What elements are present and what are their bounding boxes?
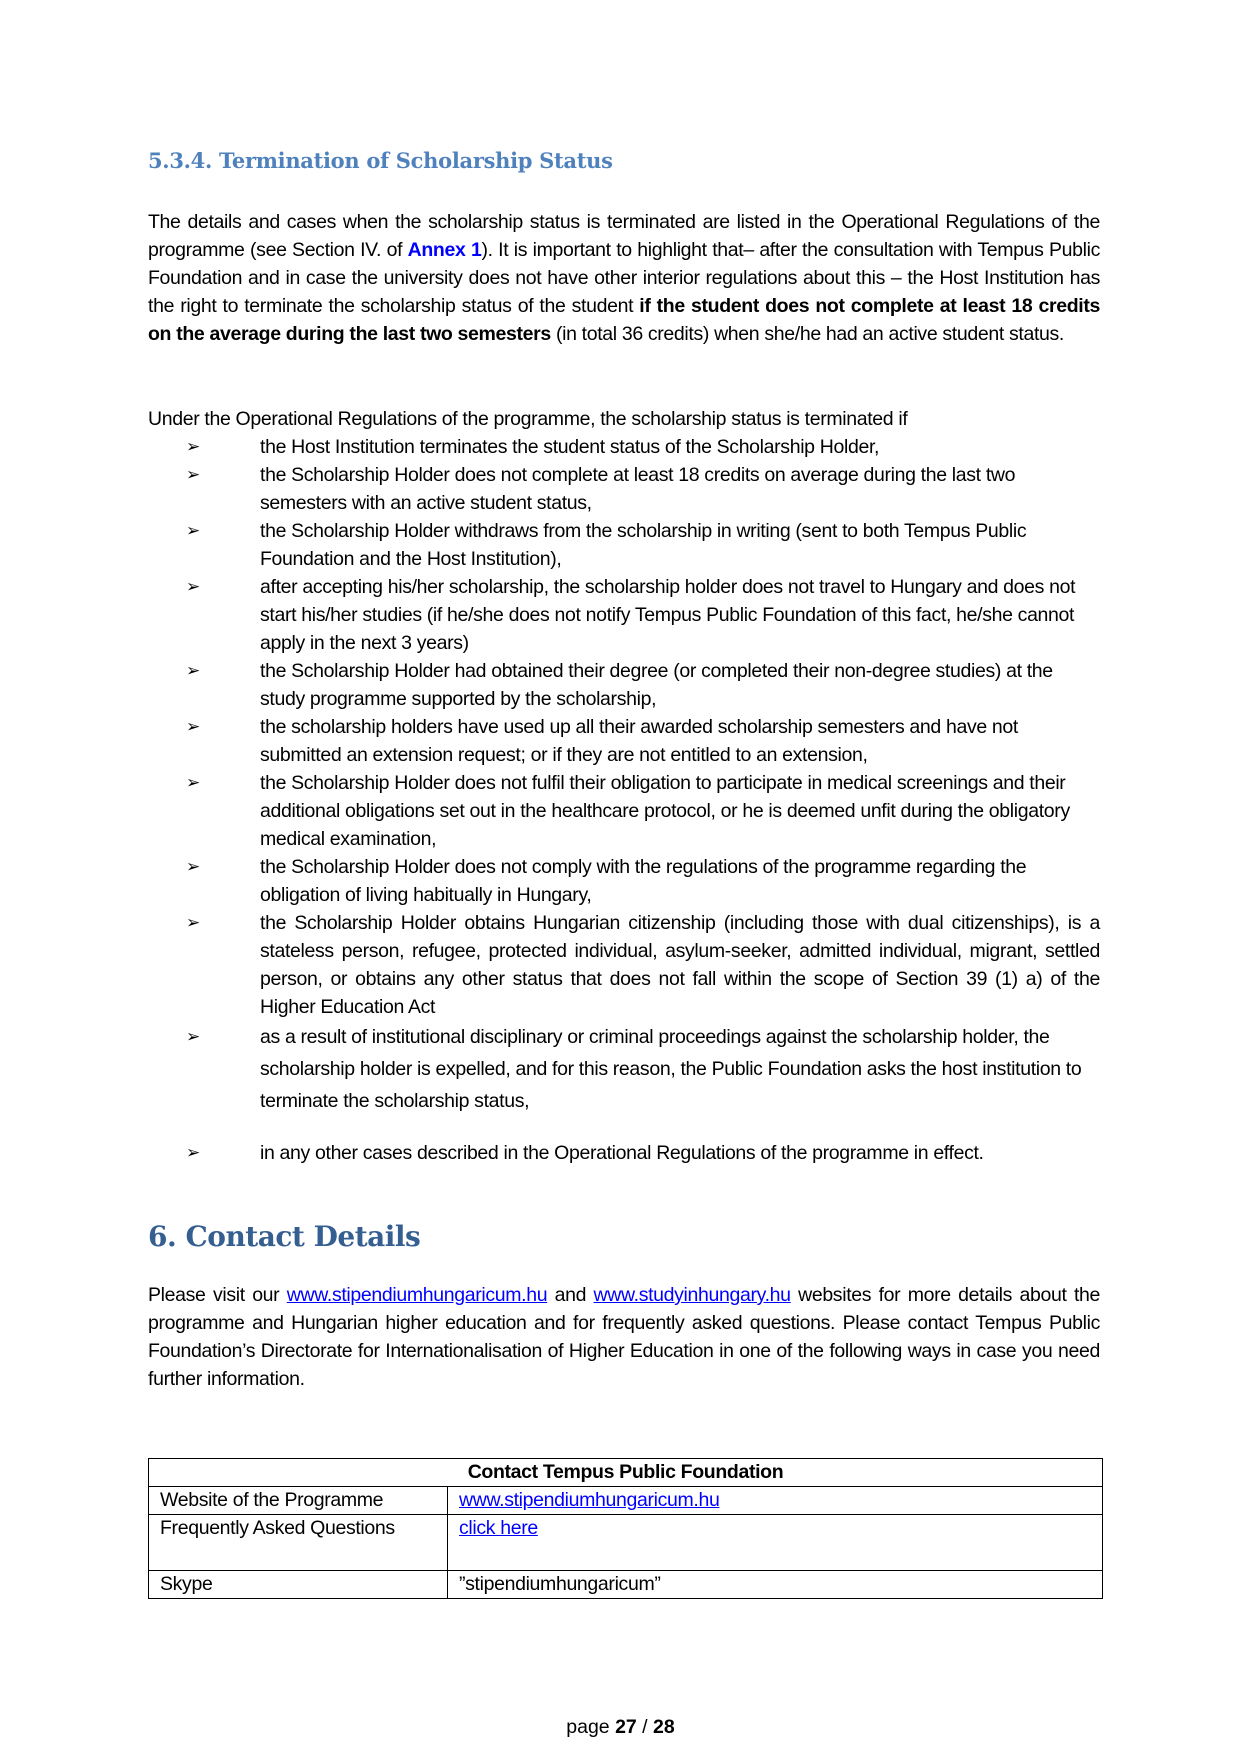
row-label: Frequently Asked Questions — [149, 1515, 448, 1571]
arrow-bullet-icon: ➢ — [186, 773, 200, 792]
faq-click-here-link[interactable]: click here — [459, 1517, 538, 1539]
row-value — [448, 1515, 1103, 1571]
text-segment: Please visit our — [148, 1284, 287, 1306]
list-item-text: as a result of institutional disciplinary or criminal proceedings against the scholarship holder, the scholarship holder is expelled, and for this reason, the Public Foundation asks the host institution to terminate the scholarship status, — [260, 1026, 1082, 1112]
list-item — [148, 517, 1100, 573]
termination-conditions-list — [148, 433, 1100, 1167]
section-heading-termination: 5.3.4. Termination of Scholarship Status — [148, 148, 613, 173]
bold-condition-text: if the student does not complete at least 18 credits on the average during the last two semesters — [148, 295, 1100, 345]
arrow-bullet-icon: ➢ — [186, 661, 200, 680]
contact-table — [148, 1458, 1103, 1599]
arrow-bullet-icon: ➢ — [186, 857, 200, 876]
row-value: ”stipendiumhungaricum” — [448, 1571, 1103, 1599]
text-segment: (in total 36 credits) when she/he had an active student status. — [550, 323, 1064, 345]
current-page: 27 — [615, 1716, 637, 1738]
arrow-bullet-icon: ➢ — [186, 521, 200, 540]
studyinhungary-link[interactable]: www.studyinhungary.hu — [593, 1284, 791, 1306]
page-separator: / — [636, 1716, 654, 1738]
text-segment: and — [547, 1284, 594, 1306]
section-heading-contact-details: 6. Contact Details — [148, 1220, 421, 1253]
list-item — [148, 1021, 1100, 1117]
text-segment: websites for more details about the programme and Hungarian higher education and for frequently asked questions. Please contact Tempus Public Foundation’s Directorate for Internationalisation of Higher Education in one of the following ways in case you need further information. — [148, 1284, 1100, 1390]
list-item-text: the Scholarship Holder does not comply with the regulations of the programme regarding the obligation of living habitually in Hungary, — [260, 856, 1027, 906]
list-item-text: in any other cases described in the Operational Regulations of the programme in effect. — [260, 1142, 984, 1164]
arrow-bullet-icon: ➢ — [186, 577, 200, 596]
arrow-bullet-icon: ➢ — [186, 717, 200, 736]
arrow-bullet-icon: ➢ — [186, 1143, 200, 1162]
table-row — [149, 1487, 1103, 1515]
arrow-bullet-icon: ➢ — [186, 465, 200, 484]
list-item-text: the scholarship holders have used up all their awarded scholarship semesters and have not submitted an extension request; or if they are not entitled to an extension, — [260, 716, 1018, 766]
table-row — [149, 1515, 1103, 1571]
list-item-text: the Scholarship Holder does not fulfil their obligation to participate in medical screenings and their additional obligations set out in the healthcare protocol, or he is deemed unfit during the obligatory medical examination, — [260, 772, 1070, 850]
list-item — [148, 657, 1100, 713]
arrow-bullet-icon: ➢ — [186, 437, 200, 456]
list-item — [148, 909, 1100, 1021]
table-header: Contact Tempus Public Foundation — [149, 1459, 1103, 1487]
list-item — [148, 573, 1100, 657]
text-segment: The details and cases when the scholarship status is terminated are listed in the Operational Regulations of the programme (see Section IV. of — [148, 211, 1100, 261]
page-number-footer — [0, 1716, 1241, 1739]
arrow-bullet-icon: ➢ — [186, 913, 200, 932]
contact-intro-paragraph — [148, 1281, 1100, 1393]
list-item — [148, 461, 1100, 517]
list-item-text: the Scholarship Holder does not complete at least 18 credits on average during the last two semesters with an active student status, — [260, 464, 1016, 514]
row-label: Skype — [149, 1571, 448, 1599]
row-label: Website of the Programme — [149, 1487, 448, 1515]
page-prefix: page — [566, 1716, 616, 1738]
list-item-text: the Scholarship Holder obtains Hungarian citizenship (including those with dual citizenships), is a stateless person, refugee, protected individual, asylum-seeker, admitted individual, migrant, settled person, or obtains any other status that does not fall within the scope of Section 39 (1) a) of the Higher Education Act — [260, 912, 1100, 1018]
list-item — [148, 769, 1100, 853]
list-item — [148, 433, 1100, 461]
arrow-bullet-icon: ➢ — [186, 1027, 200, 1046]
text-segment: ). It is important to highlight that– after the consultation with Tempus Public Foundation and in case the university does not have other interior regulations about this – the Host Institution has the right to terminate the scholarship status of the student — [148, 239, 1100, 317]
table-row — [149, 1571, 1103, 1599]
termination-intro-paragraph — [148, 208, 1100, 348]
list-item-text: the Host Institution terminates the student status of the Scholarship Holder, — [260, 436, 880, 458]
table-header-row — [149, 1459, 1103, 1487]
row-value — [448, 1487, 1103, 1515]
list-item-text: the Scholarship Holder had obtained their degree (or completed their non-degree studies) at the study programme supported by the scholarship, — [260, 660, 1053, 710]
programme-website-link[interactable]: www.stipendiumhungaricum.hu — [459, 1489, 720, 1511]
list-item-text: the Scholarship Holder withdraws from the scholarship in writing (sent to both Tempus Public Foundation and the Host Institution), — [260, 520, 1027, 570]
list-item — [148, 853, 1100, 909]
list-item-text: after accepting his/her scholarship, the scholarship holder does not travel to Hungary and does not start his/her studies (if he/she does not notify Tempus Public Foundation of this fact, he/she cannot apply in the next 3 years) — [260, 576, 1076, 654]
stipendiumhungaricum-link[interactable]: www.stipendiumhungaricum.hu — [286, 1284, 548, 1306]
annex-1-link[interactable]: Annex 1 — [407, 239, 482, 261]
termination-list-intro: Under the Operational Regulations of the programme, the scholarship status is terminated if — [148, 408, 908, 430]
list-item — [148, 1139, 1100, 1167]
list-item — [148, 713, 1100, 769]
total-pages: 28 — [653, 1716, 675, 1738]
